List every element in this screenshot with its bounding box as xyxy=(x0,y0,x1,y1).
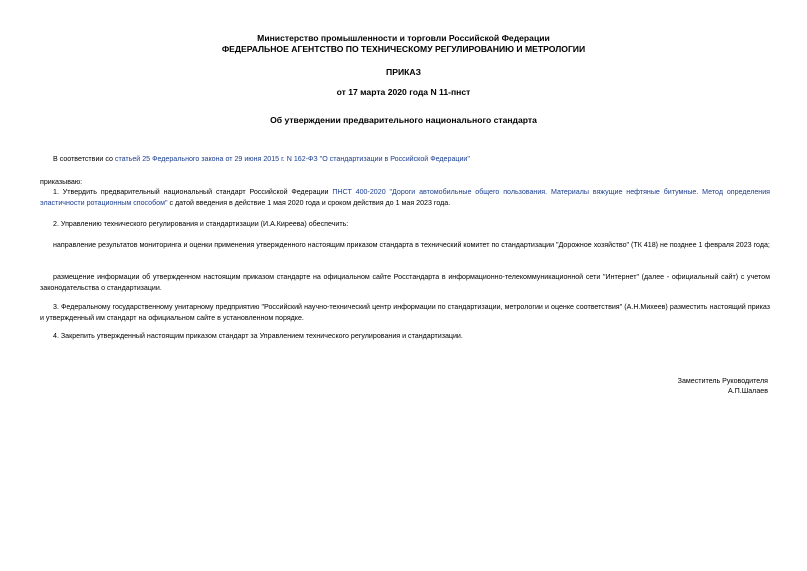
item-1 xyxy=(40,187,770,208)
item-2: 2. Управлению технического регулирования и стандартизации (И.А.Киреева) обеспечить: xyxy=(53,220,349,228)
preamble xyxy=(40,154,770,165)
federal-law-link[interactable]: статьей 25 Федерального закона от 29 июня 2015 г. N 162-ФЗ "О стандартизации в Российской Федерации" xyxy=(114,155,470,163)
order-word: приказываю: xyxy=(40,178,83,186)
item-1-suffix: с датой введения в действие 1 мая 2020 года и сроком действия до 1 мая 2023 года. xyxy=(167,198,451,207)
item-3: 3. Федеральному государственному унитарному предприятию "Российский научно-технический центр информации по стандартизации, метрологии и оценке соответствия" (А.Н.Михеев) разместить настоящий приказ и утвержденный им стандарт на официальном сайте в установленном порядке. xyxy=(40,303,770,322)
item-1-prefix: 1. Утвердить предварительный национальный стандарт Российской Федерации xyxy=(53,188,333,196)
ministry-name: Министерство промышленности и торговли Российской Федерации xyxy=(257,33,550,43)
document-title: Об утверждении предварительного национального стандарта xyxy=(270,115,537,125)
preamble-prefix: В соответствии со xyxy=(53,155,115,163)
item-2-monitoring: направление результатов мониторинга и оценки применения утвержденного настоящим приказом стандарта в технический комитет по стандартизации "Дорожное хозяйство" (ТК 418) не позднее 1 февраля 2023 года; xyxy=(53,241,770,249)
signature-name: А.П.Шалаев xyxy=(727,387,768,395)
document-date-number: от 17 марта 2020 года N 11-пнст xyxy=(336,87,471,97)
agency-name: ФЕДЕРАЛЬНОЕ АГЕНТСТВО ПО ТЕХНИЧЕСКОМУ РЕГУЛИРОВАНИЮ И МЕТРОЛОГИИ xyxy=(221,44,586,54)
signature-position: Заместитель Руководителя xyxy=(677,377,768,385)
document-type: ПРИКАЗ xyxy=(386,67,421,77)
item-2-publication: размещение информации об утвержденном настоящим приказом стандарте на официальном сайте Росстандарта в информационно-телекоммуникационной сети "Интернет" (далее - официальный сайт) с учетом законодательства о стандартизации. xyxy=(40,273,770,292)
standard-link[interactable]: ПНСТ 400-2020 "Дороги автомобильные общего пользования. Материалы вяжущие нефтяные битумные. Метод определения эластичности ротационным способом" xyxy=(40,188,770,207)
item-4: 4. Закрепить утвержденный настоящим приказом стандарт за Управлением технического регулирования и стандартизации. xyxy=(53,332,463,340)
